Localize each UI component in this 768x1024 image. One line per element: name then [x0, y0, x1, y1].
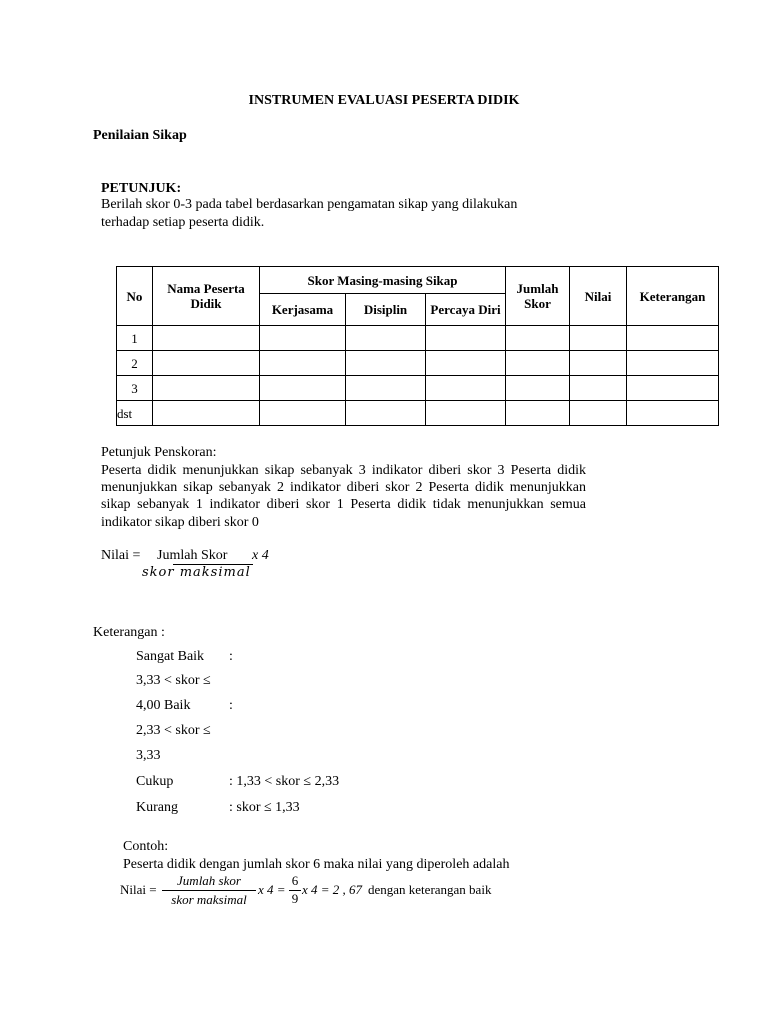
keterangan-line-right: : — [229, 698, 233, 713]
header-no: No — [117, 267, 153, 326]
header-jumlah: Jumlah Skor — [506, 267, 570, 326]
table-row — [117, 326, 719, 351]
table-row — [117, 401, 719, 426]
table-row — [117, 351, 719, 376]
section-heading: Penilaian Sikap — [93, 128, 187, 143]
keterangan-line-left: Sangat Baik — [136, 649, 205, 664]
contoh-fraction-bar — [162, 890, 256, 891]
header-nilai: Nilai — [570, 267, 627, 326]
contoh-tail: dengan keterangan baik — [368, 882, 492, 897]
penskoran-body: Peserta didik menunjukkan sikap sebanyak 3 indikator diberi skor 3 Peserta didik menunjukkan sikap sebanyak 2 indikator diberi skor 2 Peserta didik menunjukkan sikap sebanyak 1 indikator diberi skor 1 Peserta didik tidak menunjukkan semua indikator sikap diberi skor 0 — [101, 463, 586, 530]
petunjuk-line-1: Berilah skor 0-3 pada tabel berdasarkan pengamatan sikap yang dilakukan — [101, 197, 518, 212]
contoh-label: Nilai = — [120, 882, 157, 897]
contoh-frac-den: 9 — [291, 891, 299, 906]
page-title: INSTRUMEN EVALUASI PESERTA DIDIK — [248, 93, 520, 108]
formula-times: x 4 — [252, 548, 269, 563]
header-keterangan: Keterangan — [627, 267, 719, 326]
keterangan-line-left: 2,33 < skor ≤ — [136, 723, 211, 738]
petunjuk-line-2: terhadap setiap peserta didik. — [101, 215, 265, 230]
subheader-disiplin: Disiplin — [346, 294, 426, 326]
keterangan-line-right: : 1,33 < skor ≤ 2,33 — [229, 774, 340, 789]
subheader-percaya-diri: Percaya Diri — [426, 294, 506, 326]
row-number: 1 — [117, 326, 153, 351]
row-number: dst — [117, 401, 153, 426]
keterangan-line-right: : skor ≤ 1,33 — [229, 800, 300, 815]
keterangan-line-left: 4,00 Baik — [136, 698, 191, 713]
formula-label: Nilai = — [101, 548, 141, 563]
header-nama: Nama Peserta Didik — [153, 267, 260, 326]
keterangan-line-right: : — [229, 649, 233, 664]
contoh-denominator: skor maksimal — [171, 892, 247, 907]
contoh-heading: Contoh: — [123, 839, 169, 854]
contoh-frac-num: 6 — [291, 873, 299, 888]
row-number: 2 — [117, 351, 153, 376]
assessment-table — [116, 266, 719, 426]
keterangan-line-left: 3,33 — [136, 748, 161, 763]
contoh-numerator: Jumlah skor — [177, 873, 241, 888]
keterangan-line-left: Cukup — [136, 774, 174, 789]
formula-denominator: skor maksimal — [142, 565, 251, 580]
subheader-kerjasama: Kerjasama — [260, 294, 346, 326]
formula-numerator: Jumlah Skor — [157, 548, 250, 564]
contoh-result: x 4 = 2 , 67 — [302, 882, 363, 897]
header-skor: Skor Masing-masing Sikap — [260, 267, 506, 294]
table-row — [117, 376, 719, 401]
contoh-body: Peserta didik dengan jumlah skor 6 maka nilai yang diperoleh adalah — [123, 857, 510, 872]
row-number: 3 — [117, 376, 153, 401]
contoh-times-1: x 4 = — [258, 882, 286, 897]
penskoran-heading: Petunjuk Penskoran: — [101, 445, 217, 460]
petunjuk-heading: PETUNJUK: — [101, 181, 182, 196]
keterangan-line-left: 3,33 < skor ≤ — [136, 673, 211, 688]
keterangan-heading: Keterangan : — [93, 625, 165, 640]
keterangan-line-left: Kurang — [136, 800, 178, 815]
